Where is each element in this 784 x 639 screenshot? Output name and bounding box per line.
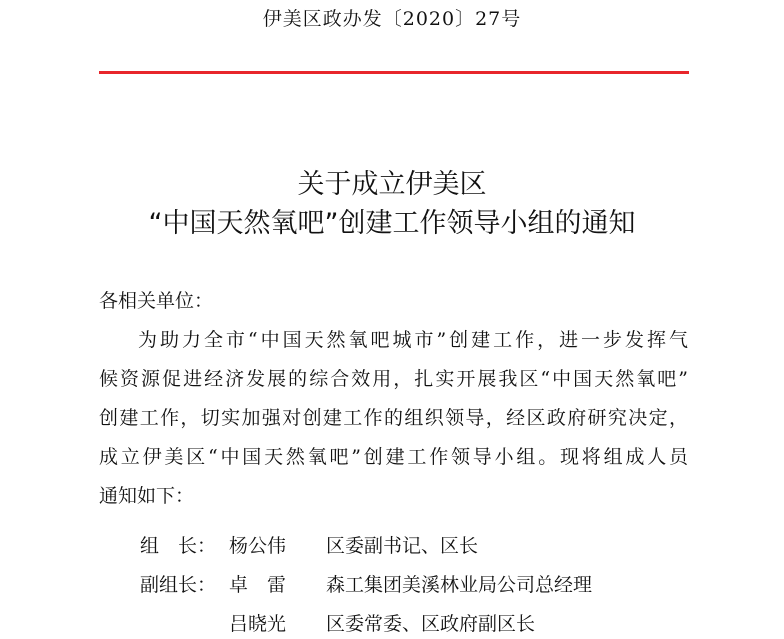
member-role: 组 长： <box>140 535 217 557</box>
paragraph-line: 候资源促进经济发展的综合效用，扎实开展我区“中国天然氧吧” <box>99 368 688 390</box>
paragraph-line: 通知如下： <box>99 485 195 507</box>
member-title: 区委常委、区政府副区长 <box>326 613 536 635</box>
member-title: 区委副书记、区长 <box>326 535 479 557</box>
member-name: 杨公伟 <box>229 535 287 557</box>
salutation: 各相关单位： <box>99 290 214 312</box>
title-line-1: 关于成立伊美区 <box>297 169 487 200</box>
document-number: 伊美区政办发〔2020〕27号 <box>262 8 522 30</box>
red-header-rule <box>99 71 689 74</box>
title-line-2: “中国天然氧吧”创建工作领导小组的通知 <box>148 208 636 239</box>
paragraph-line: 为助力全市“中国天然氧吧城市”创建工作，进一步发挥气 <box>138 329 688 351</box>
member-name: 吕晓光 <box>229 613 287 635</box>
member-role: 副组长： <box>140 574 217 596</box>
member-title: 森工集团美溪林业局公司总经理 <box>326 574 593 596</box>
paragraph-line: 成立伊美区“中国天然氧吧”创建工作领导小组。现将组成人员 <box>99 446 688 468</box>
member-name: 卓 雷 <box>229 574 287 596</box>
paragraph-line: 创建工作，切实加强对创建工作的组织领导，经区政府研究决定， <box>99 407 688 429</box>
